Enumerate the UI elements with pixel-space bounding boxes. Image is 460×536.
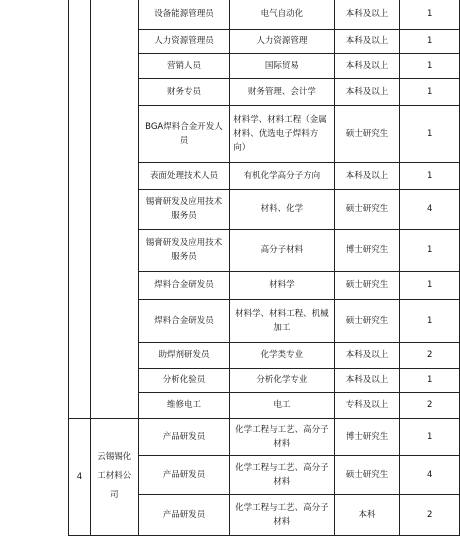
position-cell: 人力资源管理员 bbox=[138, 29, 230, 53]
position-cell: 维修电工 bbox=[138, 392, 230, 418]
major-cell: 化学工程与工艺、高分子材料 bbox=[230, 494, 334, 535]
position-cell: 表面处理技术人员 bbox=[138, 162, 230, 189]
position-cell: 财务专员 bbox=[138, 78, 230, 105]
education-cell: 本科及以上 bbox=[334, 342, 400, 368]
count-cell: 1 bbox=[400, 78, 460, 105]
major-cell: 人力资源管理 bbox=[230, 29, 334, 53]
position-cell: 焊料合金研发员 bbox=[138, 271, 230, 299]
education-cell: 本科及以上 bbox=[334, 78, 400, 105]
position-cell: 锡膏研发及应用技术服务员 bbox=[138, 189, 230, 229]
position-cell: 营销人员 bbox=[138, 53, 230, 78]
major-cell: 有机化学高分子方向 bbox=[230, 162, 334, 189]
education-cell: 博士研究生 bbox=[334, 229, 400, 271]
count-cell: 1 bbox=[400, 0, 460, 29]
count-cell: 1 bbox=[400, 29, 460, 53]
table-row bbox=[69, 418, 460, 455]
position-cell: 焊料合金研发员 bbox=[138, 299, 230, 342]
count-cell: 1 bbox=[400, 368, 460, 392]
education-cell: 本科 bbox=[334, 494, 400, 535]
major-cell: 化学工程与工艺、高分子材料 bbox=[230, 455, 334, 494]
position-cell: 助焊剂研发员 bbox=[138, 342, 230, 368]
major-cell: 电气自动化 bbox=[230, 0, 334, 29]
education-cell: 硕士研究生 bbox=[334, 189, 400, 229]
company-cell-blank bbox=[90, 0, 138, 418]
education-cell: 硕士研究生 bbox=[334, 271, 400, 299]
count-cell: 1 bbox=[400, 418, 460, 455]
education-cell: 本科及以上 bbox=[334, 29, 400, 53]
major-cell: 财务管理、会计学 bbox=[230, 78, 334, 105]
count-cell: 1 bbox=[400, 105, 460, 162]
company-number-cell: 4 bbox=[69, 418, 91, 535]
count-cell: 1 bbox=[400, 162, 460, 189]
count-cell: 4 bbox=[400, 455, 460, 494]
position-cell: 产品研发员 bbox=[138, 418, 230, 455]
education-cell: 博士研究生 bbox=[334, 418, 400, 455]
education-cell: 专科及以上 bbox=[334, 392, 400, 418]
education-cell: 本科及以上 bbox=[334, 0, 400, 29]
position-cell: 产品研发员 bbox=[138, 494, 230, 535]
major-cell: 国际贸易 bbox=[230, 53, 334, 78]
major-cell: 材料学 bbox=[230, 271, 334, 299]
major-cell: 分析化学专业 bbox=[230, 368, 334, 392]
major-cell: 材料、化学 bbox=[230, 189, 334, 229]
count-cell: 2 bbox=[400, 392, 460, 418]
count-cell: 1 bbox=[400, 229, 460, 271]
company-name-cell: 云锡锡化工材料公司 bbox=[90, 418, 138, 535]
number-cell-blank bbox=[69, 0, 91, 418]
count-cell: 1 bbox=[400, 299, 460, 342]
table-row bbox=[69, 0, 460, 29]
major-cell: 电工 bbox=[230, 392, 334, 418]
count-cell: 2 bbox=[400, 342, 460, 368]
count-cell: 1 bbox=[400, 53, 460, 78]
count-cell: 4 bbox=[400, 189, 460, 229]
education-cell: 本科及以上 bbox=[334, 53, 400, 78]
recruitment-table bbox=[68, 0, 460, 536]
education-cell: 硕士研究生 bbox=[334, 105, 400, 162]
major-cell: 化学类专业 bbox=[230, 342, 334, 368]
position-cell: 产品研发员 bbox=[138, 455, 230, 494]
count-cell: 2 bbox=[400, 494, 460, 535]
position-cell: BGA焊料合金开发人员 bbox=[138, 105, 230, 162]
education-cell: 本科及以上 bbox=[334, 162, 400, 189]
education-cell: 硕士研究生 bbox=[334, 299, 400, 342]
major-cell: 化学工程与工艺、高分子材料 bbox=[230, 418, 334, 455]
major-cell: 材料学、材料工程（金属材料、优选电子焊料方向） bbox=[230, 105, 334, 162]
education-cell: 本科及以上 bbox=[334, 368, 400, 392]
position-cell: 设备能源管理员 bbox=[138, 0, 230, 29]
count-cell: 1 bbox=[400, 271, 460, 299]
education-cell: 硕士研究生 bbox=[334, 455, 400, 494]
position-cell: 分析化验员 bbox=[138, 368, 230, 392]
major-cell: 材料学、材料工程、机械加工 bbox=[230, 299, 334, 342]
position-cell: 锡膏研发及应用技术服务员 bbox=[138, 229, 230, 271]
major-cell: 高分子材料 bbox=[230, 229, 334, 271]
